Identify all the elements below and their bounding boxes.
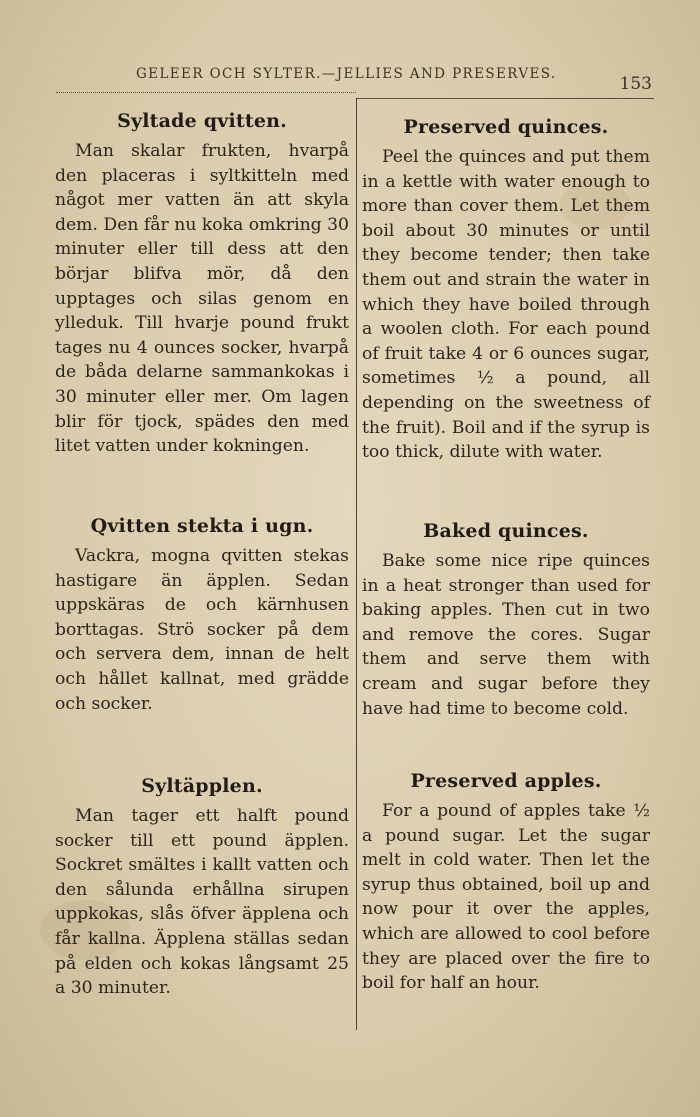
recipe-text: Peel the quinces and put them in a kettle with water enough to more than cover them. Let them boil about 30 minutes or until they become tender; then take them out and strain the water in which they have boiled through a woolen cloth. For each pound of fruit take 4 or 6 ounces sugar, sometimes ½ a pound, all depending on the sweetness of the fruit). Boil and if the syrup is too thick, dilute with water.	[362, 147, 650, 463]
section-qvitten-stekta	[55, 515, 349, 716]
recipe-heading: Qvitten stekta i ugn.	[90, 515, 314, 537]
recipe-text: Bake some nice ripe quinces in a heat stronger than used for baking apples. Then cut in two and remove the cores. Sugar them and serve them with cream and sugar before they have had time to become cold.	[362, 551, 650, 719]
section-syltapplen	[55, 775, 349, 1001]
recipe-text: For a pound of apples take ½ a pound sugar. Let the sugar melt in cold water. Then let the syrup thus obtained, boil up and now pour it over the apples, which are allowed to cool before they are placed over the fire to boil for half an hour.	[362, 801, 650, 994]
section-baked-quinces	[362, 520, 650, 721]
section-preserved-quinces	[362, 116, 650, 465]
recipe-heading: Baked quinces.	[423, 520, 589, 542]
section-syltade-qvitten	[55, 110, 349, 459]
column-divider	[356, 98, 357, 1030]
page-number: 153	[619, 74, 652, 94]
recipe-heading: Syltäpplen.	[141, 775, 263, 797]
recipe-heading: Syltade qvitten.	[117, 110, 287, 132]
running-header	[56, 62, 656, 102]
recipe-heading: Preserved quinces.	[403, 116, 609, 138]
running-title: GELEER OCH SYLTER.—JELLIES AND PRESERVES.	[136, 66, 557, 82]
header-rule-dotted	[56, 92, 356, 93]
section-preserved-apples	[362, 770, 650, 996]
header-rule-solid	[356, 98, 654, 99]
recipe-text: Man tager ett halft pound socker till ett pound äpplen. Sockret smältes i kallt vatten och den sålunda erhållna sirupen uppkokas, slås öfver äpplena och får kallna. Äpplena ställas sedan på elden och kokas långsamt 25 a 30 minuter.	[55, 806, 349, 999]
recipe-heading: Preserved apples.	[410, 770, 602, 792]
recipe-text: Man skalar frukten, hvarpå den placeras i syltkitteln med något mer vatten än att skyla dem. Den får nu koka omkring 30 minuter eller till dess att den börjar blifva mör, då den upptages och silas genom en ylleduk. Till hvarje pound frukt tages nu 4 ounces socker, hvarpå de båda delarne sammankokas i 30 minuter eller mer. Om lagen blir för tjock, spädes den med litet vatten under kokningen.	[55, 141, 349, 457]
recipe-text: Vackra, mogna qvitten stekas hastigare än äpplen. Sedan uppskäras de och kärnhusen borttagas. Strö socker på dem och servera dem, innan de helt och hållet kallnat, med grädde och socker.	[55, 546, 349, 714]
